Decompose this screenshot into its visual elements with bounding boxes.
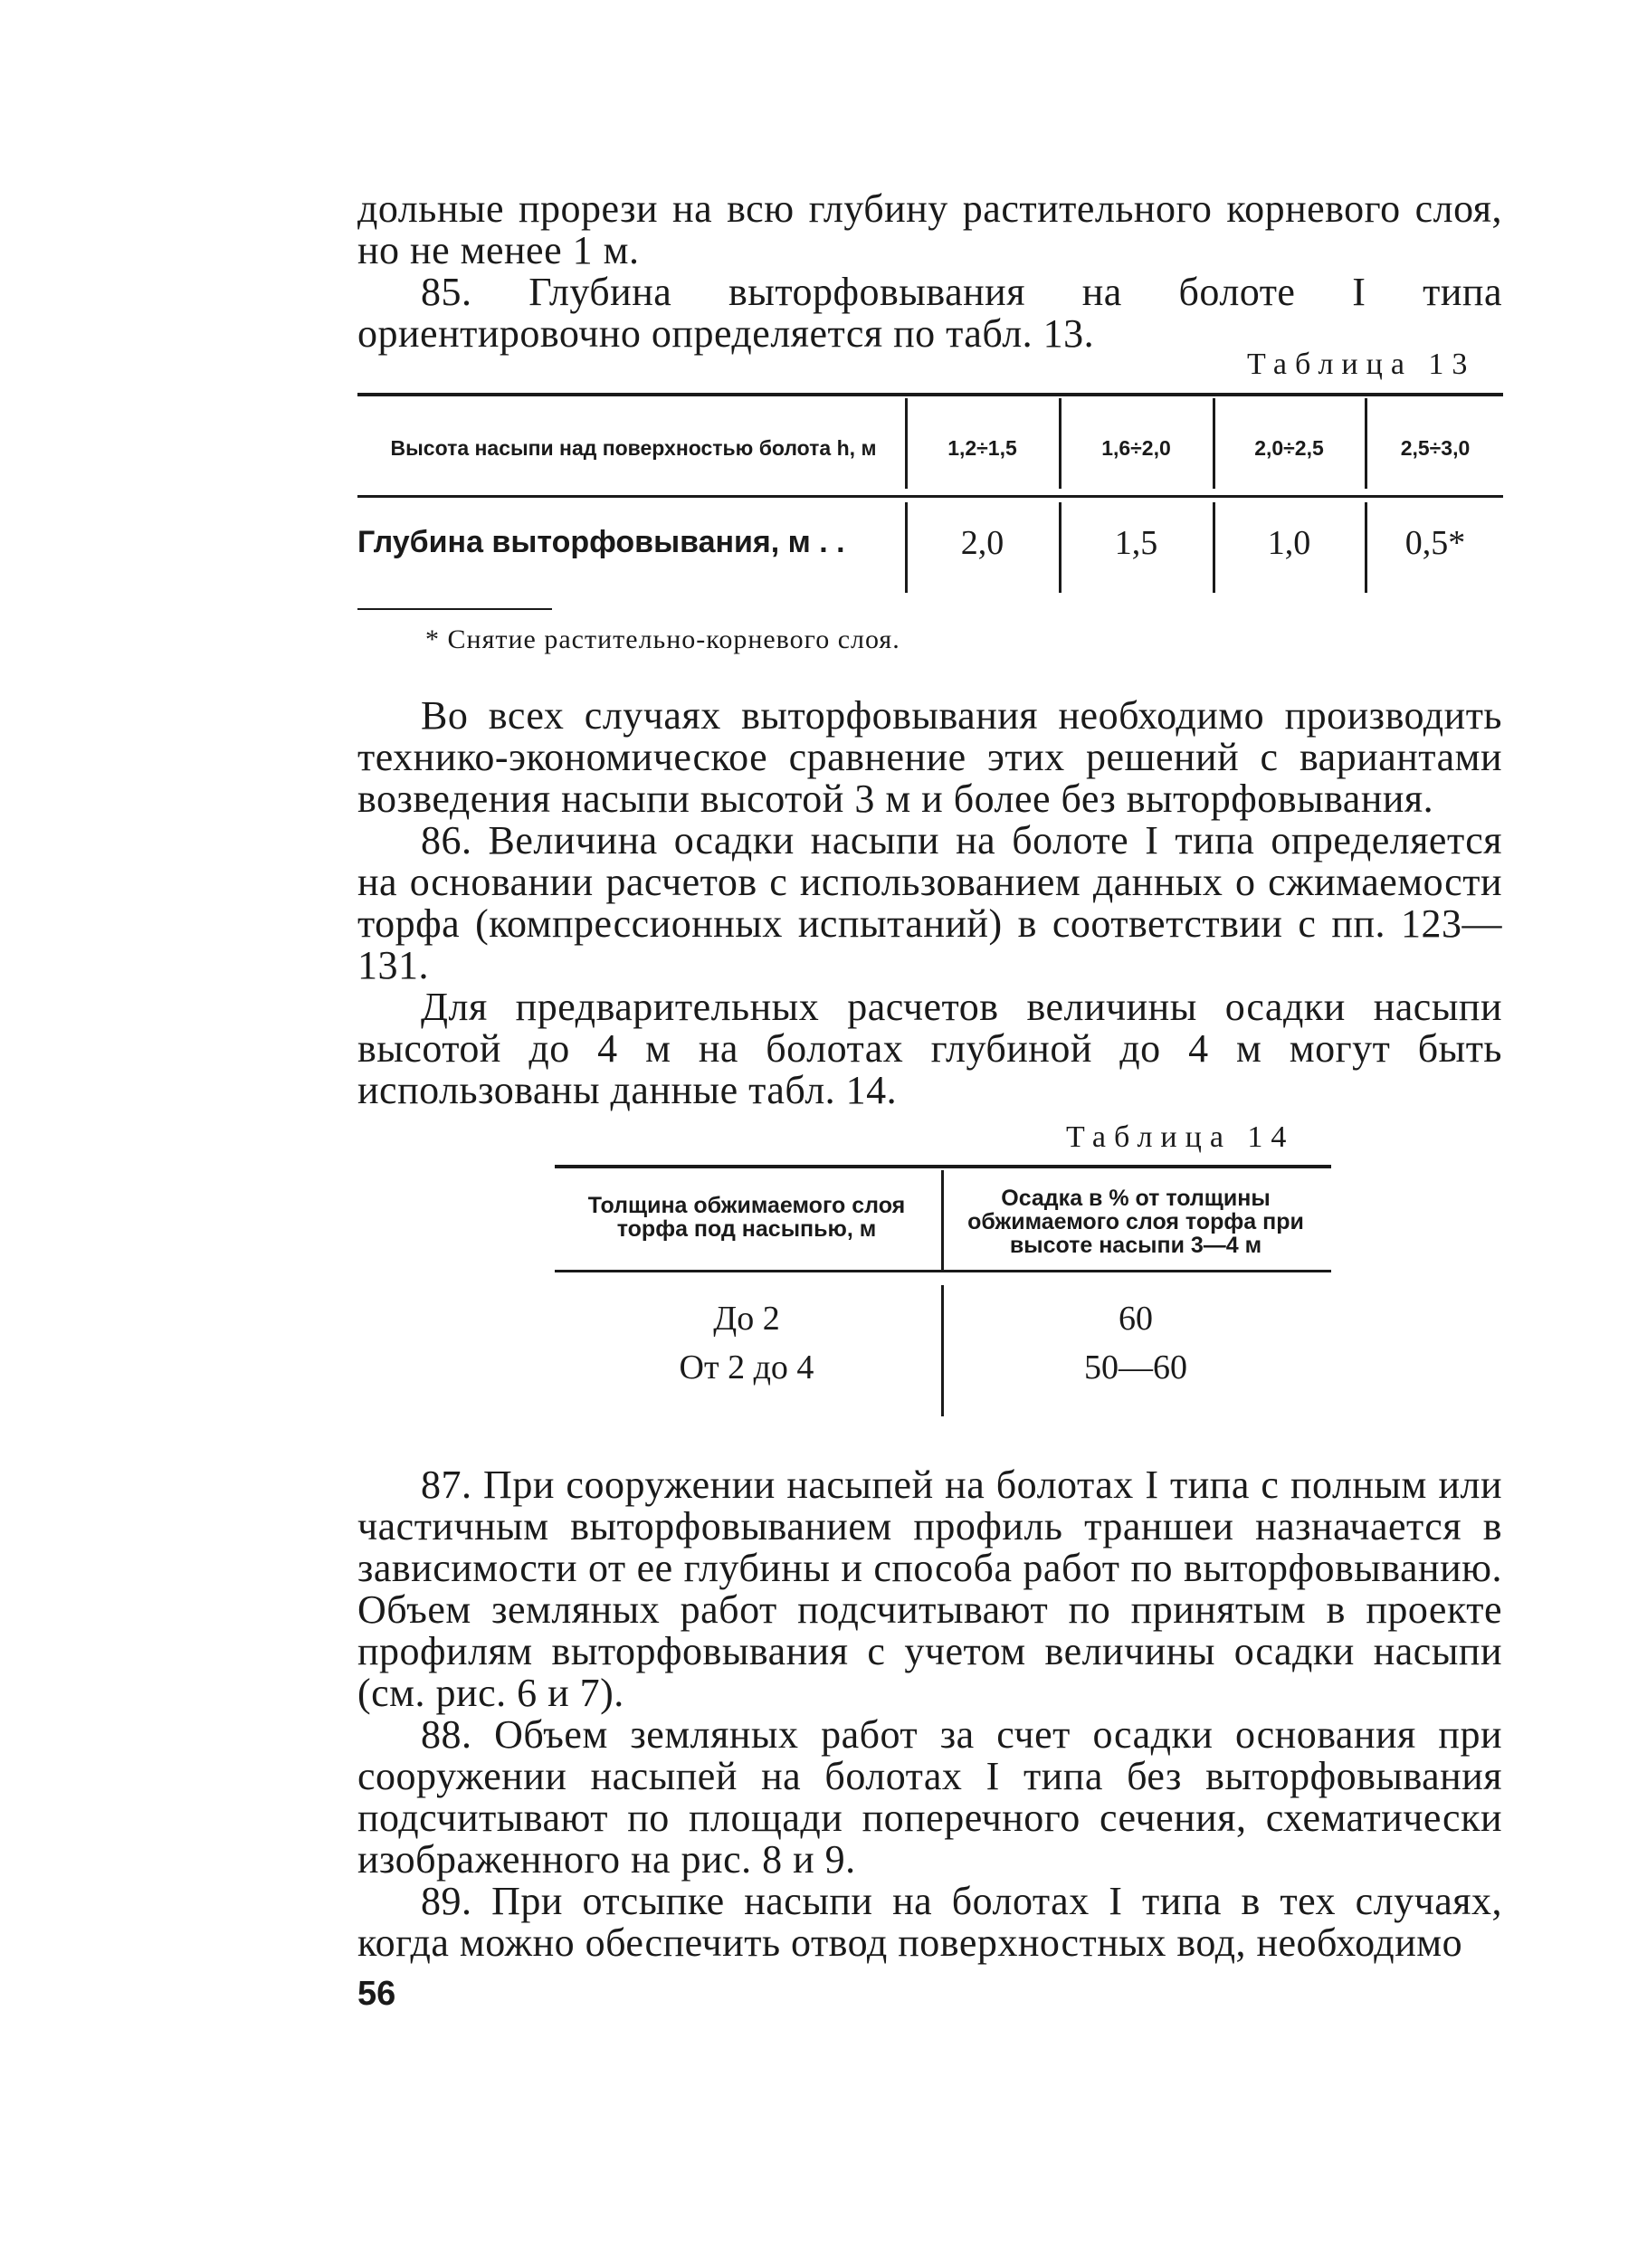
table14-header-rule xyxy=(555,1270,1331,1272)
table13-value: 1,0 xyxy=(1267,524,1311,562)
table13-header-rule xyxy=(357,495,1503,498)
table14-header-right: Осадка в % от толщины обжимаемого слоя торфа при высоте насыпи 3—4 м xyxy=(967,1186,1304,1258)
table13-top-rule xyxy=(357,393,1503,396)
table13-col-3: 2,0÷2,5 xyxy=(1254,436,1324,460)
table13-col-1: 1,2÷1,5 xyxy=(947,436,1017,460)
table14-row-right: 50—60 xyxy=(1084,1348,1187,1387)
bottom-text xyxy=(357,1464,1502,1964)
paragraph-85: 85. Глубина выторфовывания на болоте I типа ориентировочно определяется по табл. 13. xyxy=(357,270,1502,356)
top-text xyxy=(357,188,1502,355)
table13-caption: Таблица 13 xyxy=(1247,348,1476,381)
table14-row-left: До 2 xyxy=(713,1300,780,1338)
paragraph-87: 87. При сооружении насыпей на болотах I типа с полным или частичным выторфовыванием профиль траншеи назначается в зависимости от ее глубины и способа работ по выторфовыванию. Объем земляных работ подсчитывают по принятым в проекте профилям выторфовывания с учетом величины осадки насыпи (см. рис. 6 и 7). xyxy=(357,1463,1502,1715)
table14-divider xyxy=(941,1170,944,1270)
table13-value: 1,5 xyxy=(1114,524,1158,562)
table14-row-right: 60 xyxy=(1119,1300,1153,1338)
paragraph-88: 88. Объем земляных работ за счет осадки основания при сооружении насыпей на болотах I типа без выторфовывания подсчитывают по площади поперечного сечения, схематически изображенного на рис. 8 и 9. xyxy=(357,1712,1502,1882)
paragraph-preliminary: Для предварительных расчетов величины осадки насыпи высотой до 4 м на болотах глубиной до 4 м могут быть использованы данные табл. 14. xyxy=(357,985,1502,1112)
table13-footnote: * Снятие растительно-корневого слоя. xyxy=(425,624,900,654)
paragraph-comparison: Во всех случаях выторфовывания необходимо производить технико-экономическое сравнение этих решений с вариантами возведения насыпи высотой 3 м и более без выторфовывания. xyxy=(357,693,1502,821)
footnote-rule xyxy=(357,608,552,610)
page-number: 56 xyxy=(357,1975,396,2013)
table14-top-rule xyxy=(555,1165,1331,1168)
table13-row-label: Глубина выторфовывания, м . . xyxy=(357,525,845,559)
table13-col-2: 1,6÷2,0 xyxy=(1101,436,1171,460)
paragraph-89: 89. При отсыпке насыпи на болотах I типа в тех случаях, когда можно обеспечить отвод поверхностных вод, необходимо xyxy=(357,1879,1502,1965)
table13-header-label: Высота насыпи над поверхностью болота h, м xyxy=(390,436,877,460)
table14-caption: Таблица 14 xyxy=(1066,1120,1295,1154)
middle-text xyxy=(357,695,1502,1111)
table14-divider xyxy=(941,1285,944,1416)
table13-value: 0,5* xyxy=(1404,524,1466,562)
paragraph-continuation: дольные прорези на всю глубину растительного корневого слоя, но не менее 1 м. xyxy=(357,186,1502,272)
paragraph-86: 86. Величина осадки насыпи на болоте I типа определяется на основании расчетов с использованием данных о сжимаемости торфа (компрессионных испытаний) в соответствии с пп. 123—131. xyxy=(357,818,1502,987)
table14-row-left: От 2 до 4 xyxy=(679,1348,814,1387)
table13-col-4: 2,5÷3,0 xyxy=(1400,436,1471,460)
table13-value: 2,0 xyxy=(960,524,1004,562)
table14-header-left: Толщина обжимаемого слоя торфа под насыпью, м xyxy=(587,1193,906,1242)
